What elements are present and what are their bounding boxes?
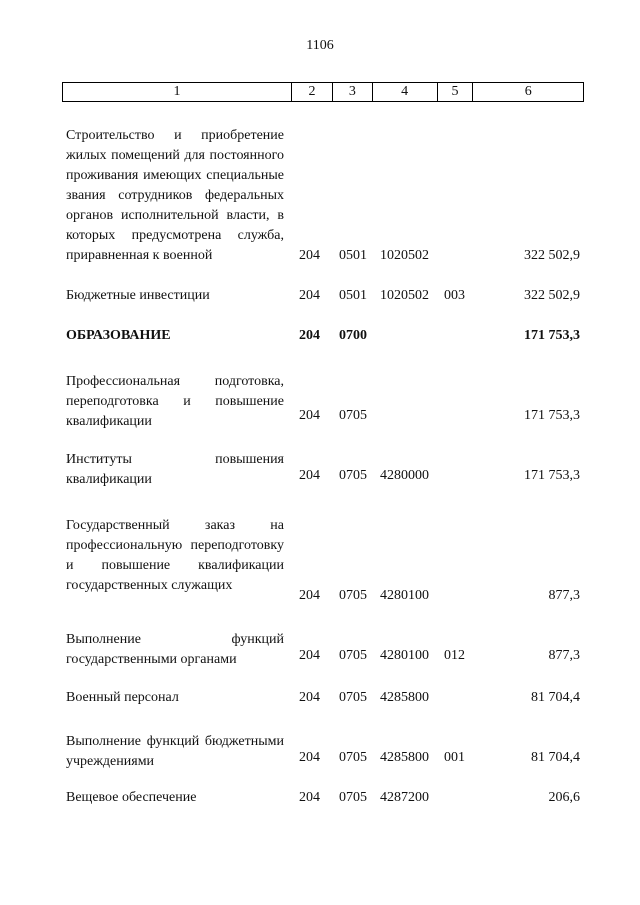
table-row bbox=[66, 688, 580, 708]
row-name: Государственный заказ на профессиональную переподготовку и повышение квалификации государственных служащих bbox=[66, 518, 284, 593]
row-col-6: 206,6 bbox=[548, 790, 580, 805]
table-row bbox=[66, 450, 580, 486]
table-row bbox=[66, 788, 580, 808]
row-col-4: 4280100 bbox=[380, 588, 429, 603]
row-col-2: 204 bbox=[299, 648, 320, 663]
row-col-3: 0705 bbox=[339, 468, 367, 483]
row-col-2: 204 bbox=[299, 328, 320, 343]
row-col-4: 4285800 bbox=[380, 690, 429, 705]
row-name: Институты повышения квалификации bbox=[66, 452, 284, 487]
row-col-2: 204 bbox=[299, 588, 320, 603]
row-col-6: 877,3 bbox=[548, 648, 580, 663]
row-name: Военный персонал bbox=[66, 690, 179, 705]
row-col-6: 81 704,4 bbox=[531, 750, 580, 765]
row-col-5: 012 bbox=[444, 648, 465, 663]
row-col-2: 204 bbox=[299, 408, 320, 423]
page-number: 1106 bbox=[306, 38, 334, 53]
row-col-3: 0700 bbox=[339, 328, 367, 343]
row-col-3: 0705 bbox=[339, 588, 367, 603]
row-col-4: 1020502 bbox=[380, 288, 429, 303]
row-col-3: 0705 bbox=[339, 750, 367, 765]
row-col-3: 0705 bbox=[339, 408, 367, 423]
row-col-3: 0501 bbox=[339, 288, 367, 303]
table-header bbox=[62, 82, 584, 102]
row-col-4: 4285800 bbox=[380, 750, 429, 765]
row-name: Выполнение функций бюджетными учреждениями bbox=[66, 734, 284, 769]
row-col-2: 204 bbox=[299, 288, 320, 303]
row-col-2: 204 bbox=[299, 750, 320, 765]
header-col-2: 2 bbox=[292, 83, 333, 101]
row-col-6: 171 753,3 bbox=[524, 328, 580, 343]
row-name: Бюджетные инвестиции bbox=[66, 288, 210, 303]
row-name: Профессиональная подготовка, переподготовка и повышение квалификации bbox=[66, 374, 284, 429]
table-row bbox=[66, 516, 580, 606]
header-col-5: 5 bbox=[438, 83, 474, 101]
row-col-2: 204 bbox=[299, 690, 320, 705]
table-row bbox=[66, 732, 580, 768]
row-col-3: 0705 bbox=[339, 790, 367, 805]
row-name: Выполнение функций государственными органами bbox=[66, 632, 284, 667]
row-col-6: 171 753,3 bbox=[524, 408, 580, 423]
table-row bbox=[66, 372, 580, 429]
row-col-4: 1020502 bbox=[380, 248, 429, 263]
header-col-6: 6 bbox=[524, 84, 532, 99]
table-row bbox=[66, 286, 580, 306]
row-col-6: 322 502,9 bbox=[524, 248, 580, 263]
header-col-1: 1 bbox=[63, 83, 292, 101]
table-row bbox=[66, 326, 580, 346]
row-name: ОБРАЗОВАНИЕ bbox=[66, 328, 171, 343]
row-col-6: 877,3 bbox=[548, 588, 580, 603]
row-col-2: 204 bbox=[299, 468, 320, 483]
row-col-3: 0705 bbox=[339, 690, 367, 705]
row-col-3: 0705 bbox=[339, 648, 367, 663]
header-col-3: 3 bbox=[333, 83, 373, 101]
row-name: Вещевое обеспечение bbox=[66, 790, 197, 805]
table-row bbox=[66, 630, 580, 666]
row-col-2: 204 bbox=[299, 248, 320, 263]
row-col-5: 003 bbox=[444, 288, 465, 303]
row-col-2: 204 bbox=[299, 790, 320, 805]
row-col-5: 001 bbox=[444, 750, 465, 765]
row-col-3: 0501 bbox=[339, 248, 367, 263]
row-col-4: 4287200 bbox=[380, 790, 429, 805]
row-col-4: 4280100 bbox=[380, 648, 429, 663]
row-col-4: 4280000 bbox=[380, 468, 429, 483]
table-row bbox=[66, 126, 580, 266]
header-col-4: 4 bbox=[373, 83, 438, 101]
row-name: Строительство и приобретение жилых помещений для постоянного проживания имеющих специальные звания сотрудников федеральных органов исполнительной власти, в которых предусмотрена служба, приравненная к военной bbox=[66, 128, 284, 263]
row-col-6: 171 753,3 bbox=[524, 468, 580, 483]
row-col-6: 322 502,9 bbox=[524, 288, 580, 303]
row-col-6: 81 704,4 bbox=[531, 690, 580, 705]
